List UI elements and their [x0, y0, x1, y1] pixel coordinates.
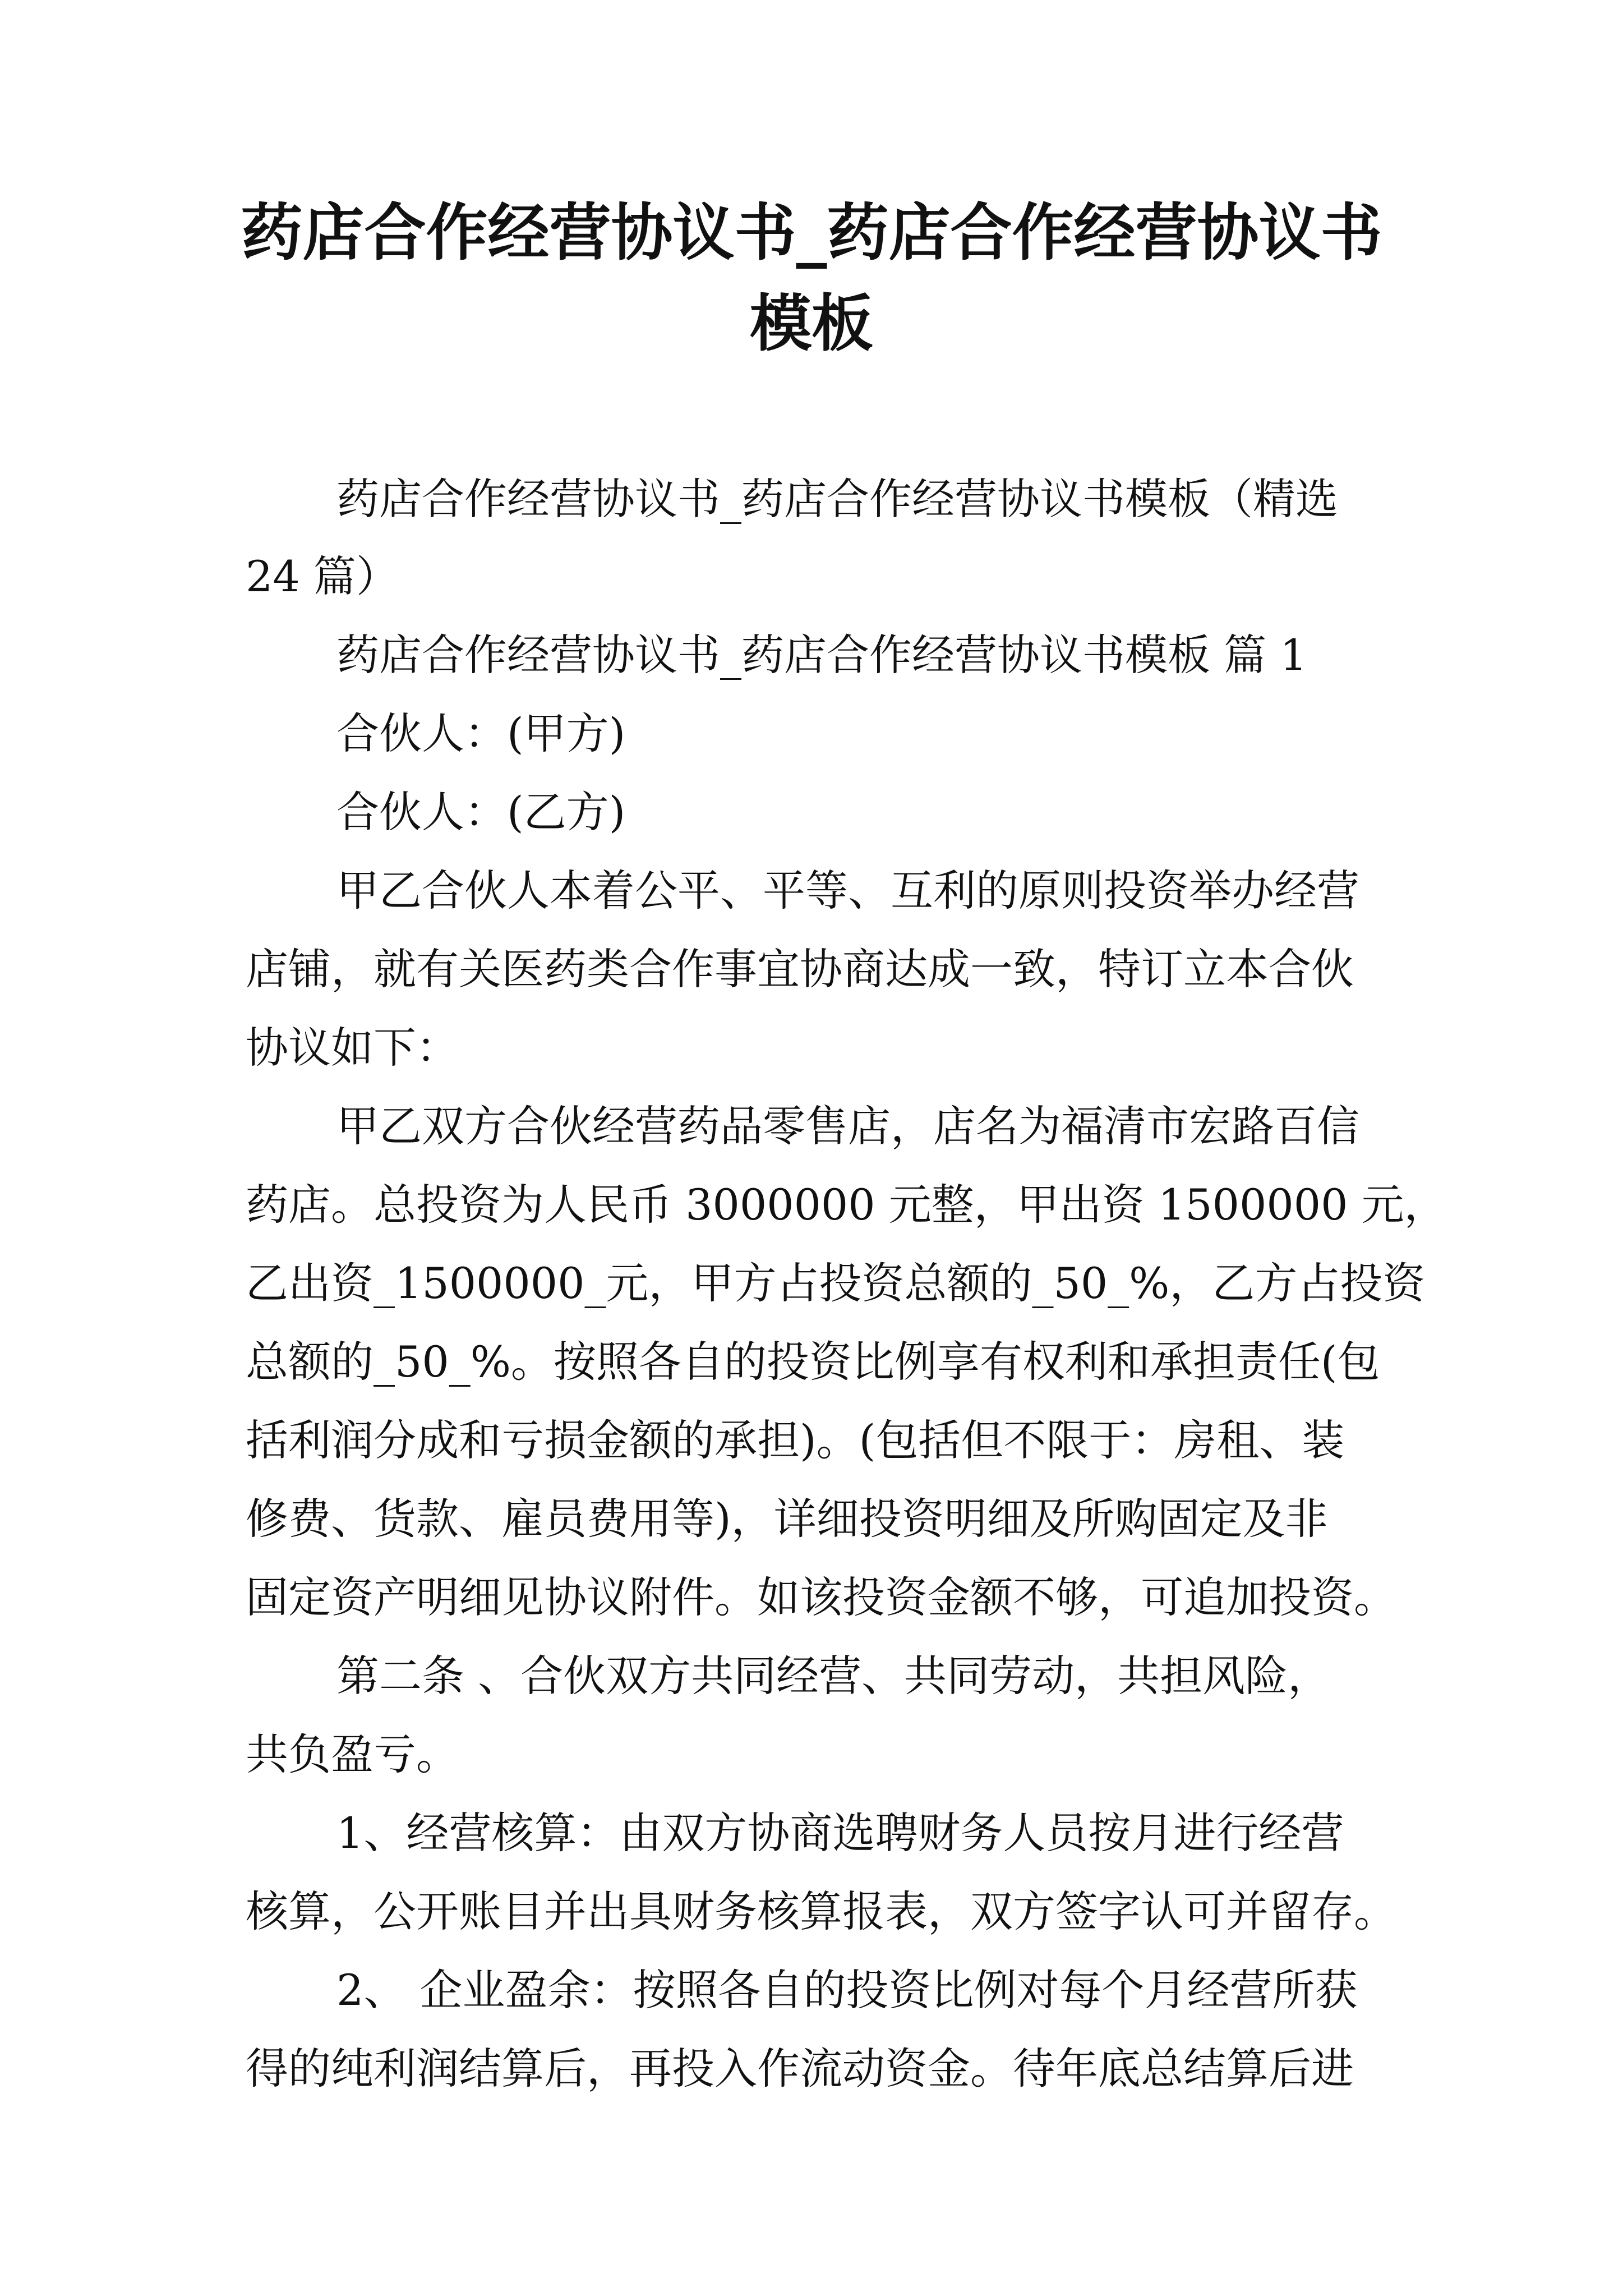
paragraph-line: 店铺，就有关医药类合作事宜协商达成一致，特订立本合伙	[246, 944, 1354, 994]
intro-line-cont: 24 篇）	[246, 551, 399, 601]
party-b-line: 合伙人：(乙方)	[336, 787, 626, 837]
paragraph-line: 修费、货款、雇员费用等)，详细投资明细及所购固定及非	[246, 1494, 1328, 1544]
paragraph-line: 总额的_50_%。按照各自的投资比例享有权利和承担责任(包	[246, 1337, 1380, 1387]
paragraph-line: 2、 企业盈余：按照各自的投资比例对每个月经营所获	[336, 1965, 1358, 2015]
document-title-line-1: 药店合作经营协议书_药店合作经营协议书	[241, 197, 1382, 269]
paragraph-line: 得的纯利润结算后，再投入作流动资金。待年底总结算后进	[246, 2044, 1354, 2093]
paragraph-line: 核算，公开账目并出具财务核算报表，双方签字认可并留存。	[246, 1887, 1396, 1936]
party-a-line: 合伙人：(甲方)	[336, 708, 626, 758]
document-title-line-2: 模板	[750, 288, 873, 360]
paragraph-line: 固定资产明细见协议附件。如该投资金额不够，可追加投资。	[246, 1572, 1396, 1622]
paragraph-line: 1、经营核算：由双方协商选聘财务人员按月进行经营	[336, 1808, 1344, 1858]
paragraph-line: 共负盈亏。	[246, 1729, 459, 1779]
paragraph-line: 乙出资_1500000_元，甲方占投资总额的_50_%，乙方占投资	[246, 1258, 1426, 1308]
paragraph-line: 甲乙双方合伙经营药品零售店，店名为福清市宏路百信	[336, 1101, 1359, 1151]
paragraph-line: 药店。总投资为人民币 3000000 元整，甲出资 1500000 元，	[246, 1180, 1447, 1230]
paragraph-line: 协议如下：	[246, 1023, 459, 1073]
paragraph-line: 第二条 、合伙双方共同经营、共同劳动，共担风险，	[336, 1651, 1331, 1701]
intro-line: 药店合作经营协议书_药店合作经营协议书模板（精选	[336, 474, 1338, 524]
paragraph-line: 括利润分成和亏损金额的承担)。(包括但不限于：房租、装	[246, 1415, 1345, 1465]
paragraph-line: 甲乙合伙人本着公平、平等、互利的原则投资举办经营	[336, 866, 1359, 915]
section-heading: 药店合作经营协议书_药店合作经营协议书模板 篇 1	[336, 630, 1307, 680]
